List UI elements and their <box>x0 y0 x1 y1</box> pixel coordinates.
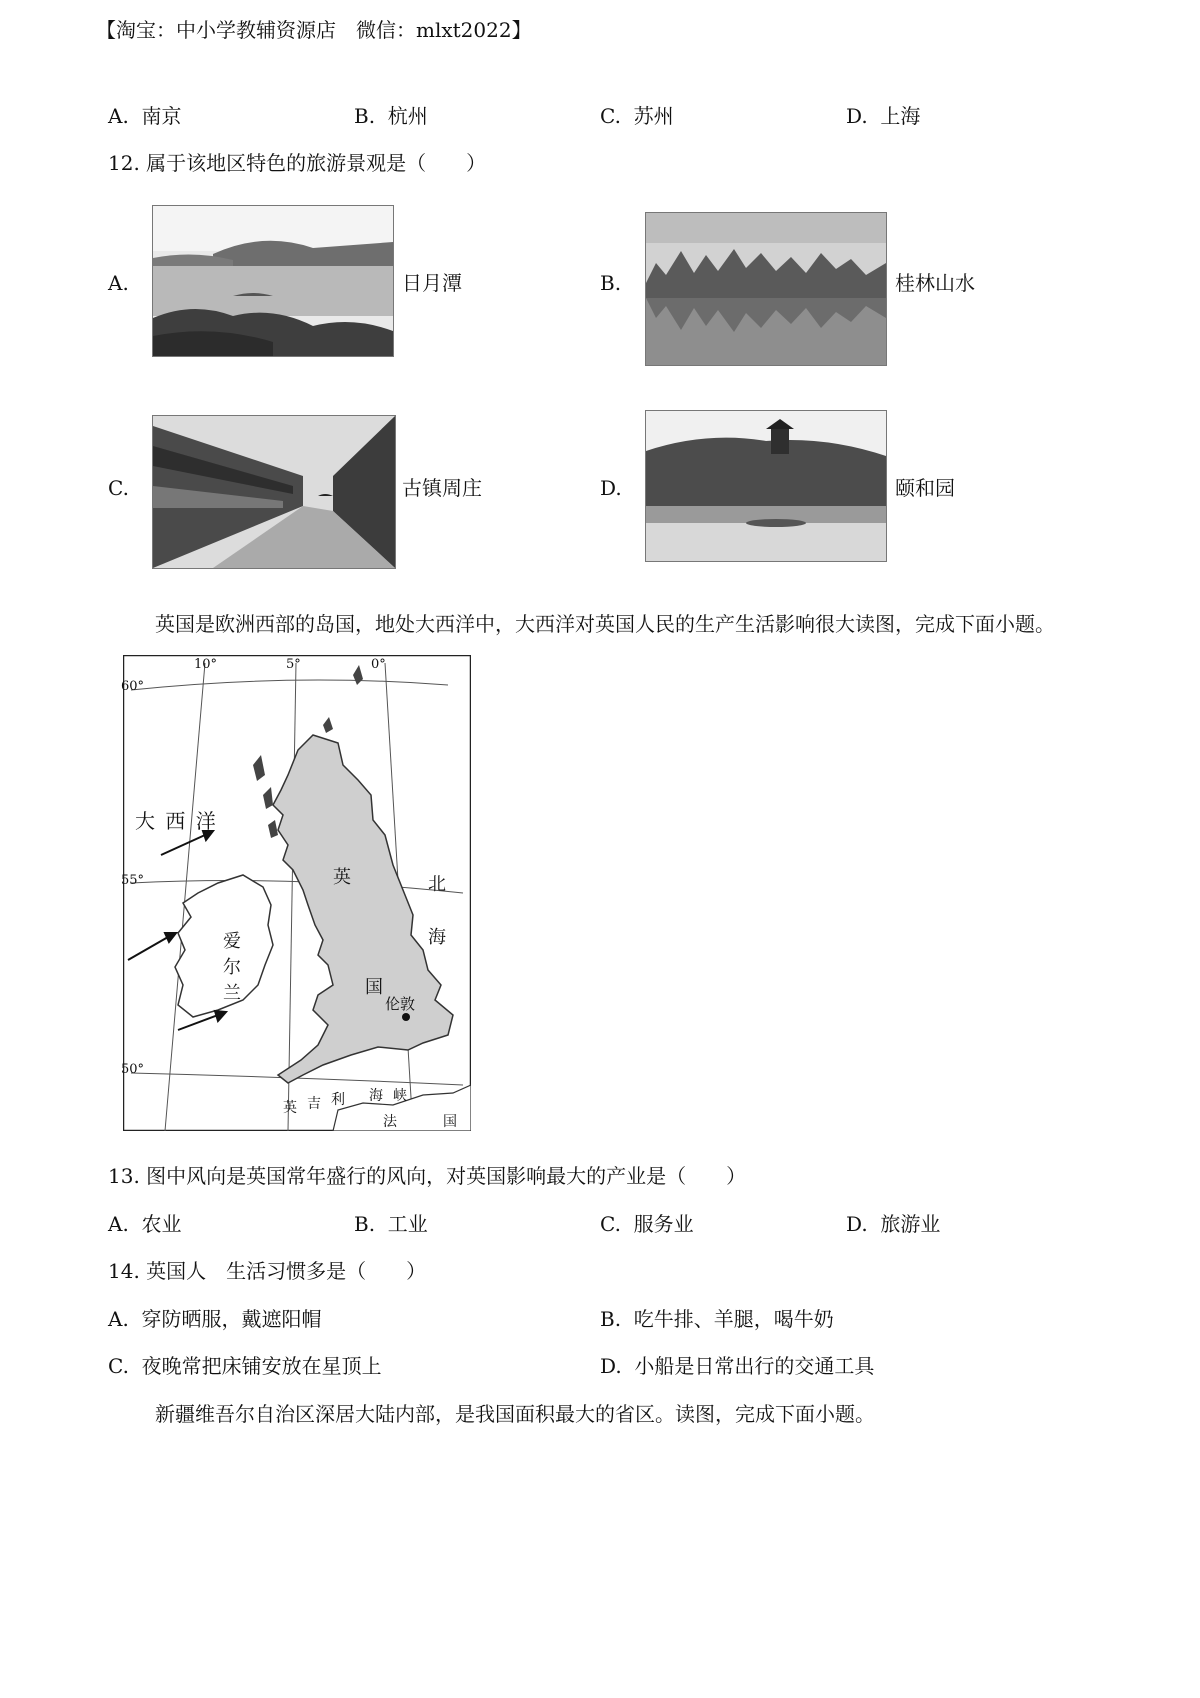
q13-option-d[interactable] <box>846 1212 940 1236</box>
lat-label: 55° <box>121 873 145 888</box>
option-letter: B. <box>354 1212 376 1236</box>
lat-label: 50° <box>121 1062 145 1077</box>
ireland-label: 爱 <box>223 931 241 952</box>
france-label: 国 <box>443 1114 457 1130</box>
q14-stem: 14. 英国人 生活习惯多是（ ） <box>108 1259 427 1283</box>
q12-option-c-photo[interactable] <box>152 415 396 569</box>
ireland-label: 尔 <box>223 957 241 978</box>
option-letter: A. <box>108 104 129 128</box>
britain-label: 国 <box>365 977 383 998</box>
q12-option-a-letter[interactable]: A. <box>108 271 129 295</box>
q11-option-c[interactable] <box>600 104 674 128</box>
q12-option-d-letter[interactable]: D. <box>600 476 622 500</box>
channel-label: 海 <box>369 1088 383 1104</box>
option-text: 服务业 <box>633 1212 694 1236</box>
karst-photo <box>646 213 886 365</box>
lon-label: 0° <box>371 657 386 672</box>
watertown-photo <box>153 416 395 568</box>
london-marker <box>402 1013 410 1021</box>
q14-option-d[interactable] <box>600 1354 874 1378</box>
uk-map <box>123 655 471 1131</box>
channel-label: 英 <box>283 1100 297 1116</box>
q12-option-b-letter[interactable]: B. <box>600 271 622 295</box>
ireland-label: 兰 <box>223 983 241 1004</box>
option-text: 旅游业 <box>880 1212 941 1236</box>
q11-option-d[interactable] <box>846 104 920 128</box>
q11-option-b[interactable] <box>354 104 428 128</box>
option-letter: C. <box>600 1212 621 1236</box>
option-letter: D. <box>846 1212 868 1236</box>
lon-label: 10° <box>194 657 218 672</box>
channel-label: 峡 <box>393 1088 407 1104</box>
option-letter: A. <box>108 1212 129 1236</box>
option-letter: A. <box>108 1307 129 1331</box>
q14-option-c[interactable] <box>108 1354 382 1378</box>
option-letter: D. <box>846 104 868 128</box>
option-text: 小船是日常出行的交通工具 <box>634 1354 875 1378</box>
lat-label: 60° <box>121 679 145 694</box>
q12-option-a-photo[interactable] <box>152 205 394 357</box>
xinjiang-passage: 新疆维吾尔自治区深居大陆内部，是我国面积最大的省区。读图，完成下面小题。 <box>155 1402 875 1426</box>
lake-photo <box>153 206 393 356</box>
britain-label: 英 <box>333 867 351 888</box>
option-letter: B. <box>600 1307 622 1331</box>
option-letter: D. <box>600 1354 622 1378</box>
channel-label: 吉 <box>307 1096 321 1112</box>
q12-option-b-caption: 桂林山水 <box>895 271 975 295</box>
q12-stem: 12. 属于该地区特色的旅游景观是（ ） <box>108 151 487 175</box>
q12-option-a-caption: 日月潭 <box>402 271 462 295</box>
atlantic-label: 大 西 洋 <box>135 809 218 833</box>
option-text: 杭州 <box>387 104 428 128</box>
north-sea-label: 海 <box>428 927 446 948</box>
option-letter: B. <box>354 104 376 128</box>
option-text: 南京 <box>141 104 182 128</box>
option-text: 穿防晒服，戴遮阳帽 <box>141 1307 322 1331</box>
q13-option-c[interactable] <box>600 1212 694 1236</box>
option-letter: C. <box>600 104 621 128</box>
option-text: 吃牛排、羊腿，喝牛奶 <box>633 1307 834 1331</box>
france-label: 法 <box>383 1114 397 1130</box>
palace-photo <box>646 411 886 561</box>
q14-option-a[interactable] <box>108 1307 322 1331</box>
north-sea-label: 北 <box>428 874 446 895</box>
q12-option-b-photo[interactable] <box>645 212 887 366</box>
option-text: 农业 <box>141 1212 182 1236</box>
option-letter: C. <box>108 1354 129 1378</box>
option-text: 工业 <box>387 1212 428 1236</box>
q14-option-b[interactable] <box>600 1307 834 1331</box>
q11-option-a[interactable] <box>108 104 182 128</box>
q12-option-d-caption: 颐和园 <box>895 476 955 500</box>
uk-passage: 英国是欧洲西部的岛国，地处大西洋中，大西洋对英国人民的生产生活影响很大读图，完成下面小题。 <box>155 612 1055 636</box>
q13-option-a[interactable] <box>108 1212 182 1236</box>
q12-option-d-photo[interactable] <box>645 410 887 562</box>
option-text: 苏州 <box>633 104 674 128</box>
option-text: 夜晚常把床铺安放在星顶上 <box>141 1354 382 1378</box>
q13-stem: 13. 图中风向是英国常年盛行的风向，对英国影响最大的产业是（ ） <box>108 1164 747 1188</box>
uk-map-figure <box>123 655 471 1131</box>
q13-option-b[interactable] <box>354 1212 428 1236</box>
q12-option-c-letter[interactable]: C. <box>108 476 129 500</box>
q12-option-c-caption: 古镇周庄 <box>402 476 482 500</box>
lon-label: 5° <box>286 657 301 672</box>
london-label: 伦敦 <box>385 995 416 1013</box>
channel-label: 利 <box>331 1092 345 1108</box>
option-text: 上海 <box>880 104 921 128</box>
header-watermark: 【淘宝：中小学教辅资源店 微信：mlxt2022】 <box>96 18 532 42</box>
